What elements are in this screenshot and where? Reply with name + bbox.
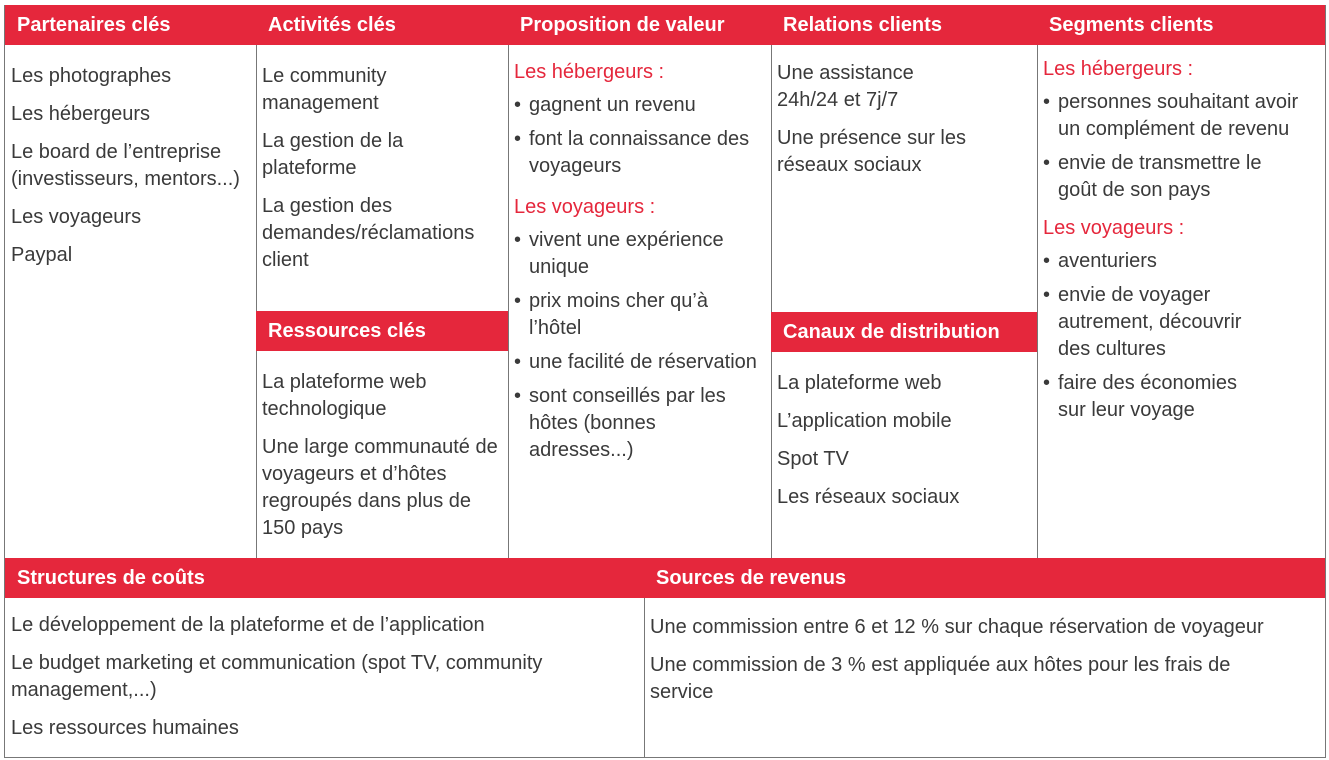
- proposition-bullet: • sont conseillés par les hôtes (bonnes adresses...): [514, 383, 765, 464]
- proposition-bullet: • font la connaissance des voyageurs: [514, 126, 765, 180]
- canaux-title: Canaux de distribution: [771, 312, 1037, 352]
- proposition-group-label: Les voyageurs :: [514, 196, 656, 218]
- partenaires-title: Partenaires clés: [5, 5, 256, 45]
- couts-item: Les ressources humaines: [11, 717, 239, 739]
- proposition-bullet: • gagnent un revenu: [514, 92, 765, 119]
- proposition-bullet: • prix moins cher qu’à l’hôtel: [514, 288, 765, 342]
- block-relations: [771, 5, 1038, 312]
- revenus-item: Une commission de 3 % est appliquée aux hôtes pour les frais de service: [650, 654, 1231, 703]
- couts-item: Le développement de la plateforme et de l’application: [11, 614, 485, 636]
- relations-item: Une assistance 24h/24 et 7j/7: [777, 62, 914, 111]
- bottom-border: [4, 757, 1326, 758]
- ressources-item: Une large communauté de voyageurs et d’hôtes regroupés dans plus de 150 pays: [262, 436, 498, 539]
- segments-bullet: • aventuriers: [1043, 248, 1319, 275]
- proposition-group-label: Les hébergeurs :: [514, 61, 665, 83]
- block-activites: [256, 5, 509, 311]
- segments-group-label: Les hébergeurs :: [1043, 58, 1194, 80]
- relations-title: Relations clients: [771, 5, 1037, 45]
- segments-bullet: • personnes souhaitant avoir un complément de revenu: [1043, 89, 1319, 143]
- partenaires-item: Le board de l’entreprise (investisseurs, mentors...): [11, 141, 240, 190]
- canaux-item: Les réseaux sociaux: [777, 486, 960, 508]
- block-canaux: [771, 312, 1038, 558]
- segments-group-label: Les voyageurs :: [1043, 217, 1185, 239]
- canaux-item: La plateforme web: [777, 372, 942, 394]
- activites-item: La gestion des demandes/réclamations client: [262, 195, 475, 271]
- partenaires-item: Les hébergeurs: [11, 103, 150, 125]
- activites-item: La gestion de la plateforme: [262, 130, 404, 179]
- segments-bullet: • envie de transmettre le goût de son pays: [1043, 150, 1269, 204]
- couts-title: Structures de coûts: [5, 558, 644, 598]
- canaux-item: L’application mobile: [777, 410, 952, 432]
- partenaires-item: Paypal: [11, 244, 73, 266]
- segments-bullet: • envie de voyager autrement, découvrir des cultures: [1043, 282, 1269, 363]
- proposition-title: Proposition de valeur: [508, 5, 771, 45]
- segments-bullet: • faire des économies sur leur voyage: [1043, 370, 1259, 424]
- block-ressources: [256, 311, 509, 558]
- ressources-title: Ressources clés: [256, 311, 508, 351]
- block-partenaires: [4, 5, 257, 558]
- couts-item: Le budget marketing et communication (spot TV, community management,...): [11, 652, 543, 701]
- partenaires-item: Les voyageurs: [11, 206, 142, 228]
- activites-item: Le community management: [262, 65, 387, 114]
- revenus-item: Une commission entre 6 et 12 % sur chaque réservation de voyageur: [650, 616, 1264, 638]
- block-proposition: [508, 5, 772, 558]
- revenus-title: Sources de revenus: [644, 558, 1325, 598]
- canaux-item: Spot TV: [777, 448, 849, 470]
- block-revenus: [644, 558, 1326, 758]
- relations-item: Une présence sur les réseaux sociaux: [777, 127, 966, 176]
- ressources-item: La plateforme web technologique: [262, 371, 427, 420]
- proposition-bullet: • une facilité de réservation: [514, 349, 765, 376]
- block-couts: [4, 558, 645, 758]
- activites-title: Activités clés: [256, 5, 508, 45]
- proposition-bullet: • vivent une expérience unique: [514, 227, 765, 281]
- block-segments: [1037, 5, 1326, 558]
- segments-title: Segments clients: [1037, 5, 1325, 45]
- partenaires-item: Les photographes: [11, 65, 172, 87]
